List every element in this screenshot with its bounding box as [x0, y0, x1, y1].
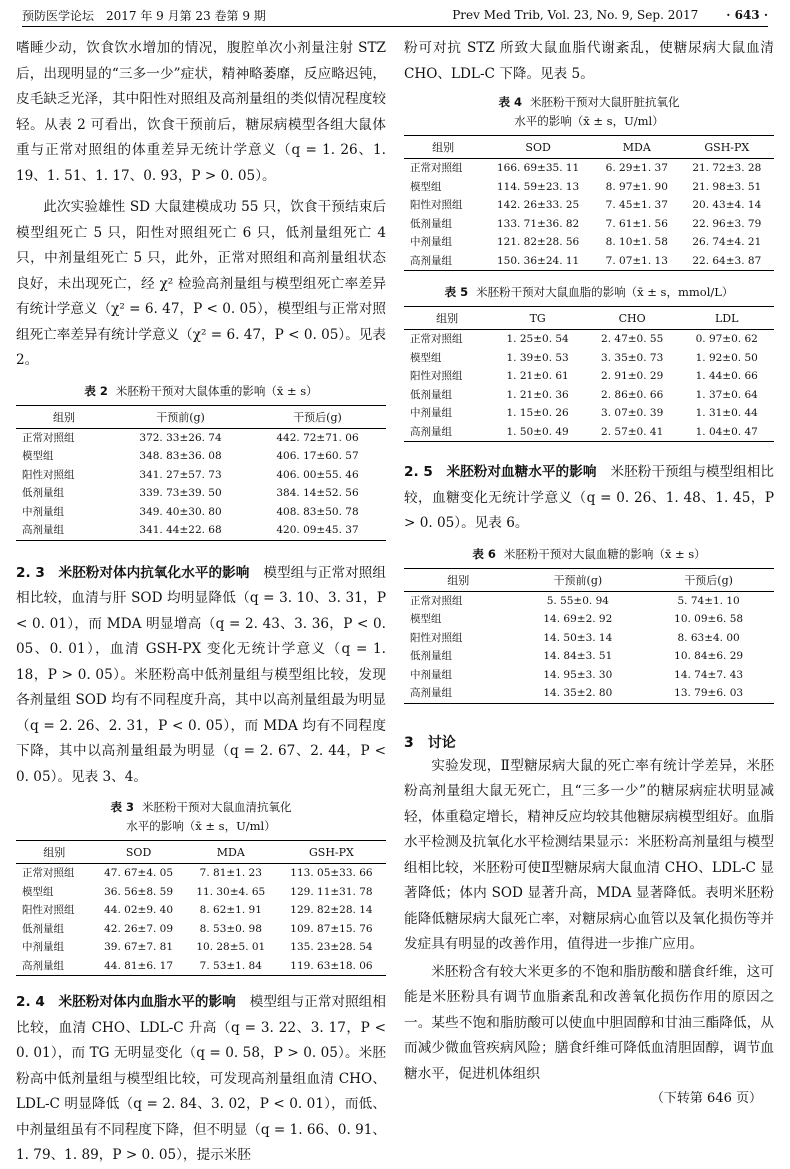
journal-issue-en: Prev Med Trib, Vol. 23, No. 9, Sep. 2017: [452, 8, 699, 22]
discussion-paragraph: 米胚粉含有较大米更多的不饱和脂肪酸和膳食纤维，这可能是米胚粉具有调节血脂紊乱和改善氧化损伤作用的原因之一。某些不饱和脂肪酸可以使血中胆固醇和甘油三酯降低，从而减少微血管疾病风险；膳食纤维可降低血清胆固醇，调节血糖水平，促进机体组织: [404, 963, 774, 1082]
table-row: 高剂量组 1. 50±0. 49 2. 57±0. 41 1. 04±0. 47: [404, 423, 774, 442]
table-row: 低剂量组 339. 73±39. 50 384. 14±52. 56: [22, 487, 359, 499]
table-header-row: 组别 干预前(g) 干预后(g): [16, 405, 386, 428]
running-header: [22, 4, 768, 27]
table-caption: 表 4 米胚粉干预对大鼠肝脏抗氧化 水平的影响（x̄ ± s，U/ml）: [498, 95, 680, 128]
table-row: 阳性对照组 44. 02±9. 40 8. 62±1. 91 129. 82±28. 14: [22, 904, 373, 916]
left-column: [16, 36, 386, 1169]
paragraph-body: 粉可对抗 STZ 所致大鼠血脂代谢紊乱，使糖尿病大鼠血清 CHO、LDL-C 下降。见表 5。: [404, 40, 774, 82]
table-header-row: 组别 干预前(g) 干预后(g): [404, 568, 774, 591]
table-6: [404, 545, 774, 704]
paragraph-body: 此次实验雄性 SD 大鼠建模成功 55 只，饮食干预结束后模型组死亡 5 只，阳性对照组死亡 6 只，低剂量组死亡 4 只，中剂量组死亡 5 只，此外，正常对照组和高剂量组状态良好，未出现死亡，经 χ² 检验高剂量组与模型组死亡率差异有统计学意义（χ² = 6. 47，P < 0. 05），模型组与正常对照组死亡率差异有统计学意义（χ² = 6. 47，P < 0. 05）。见表 2。: [16, 199, 386, 368]
table-caption: 表 3 米胚粉干预对大鼠血清抗氧化 水平的影响（x̄ ± s，U/ml）: [110, 800, 292, 833]
table-row: 阳性对照组 14. 50±3. 14 8. 63±4. 00: [410, 631, 740, 644]
table-4-grid: [404, 135, 774, 271]
discussion-paragraph: 实验发现，Ⅱ型糖尿病大鼠的死亡率有统计学差异，米胚粉高剂量组大鼠无死亡，且“三多一少”的糖尿病症状明显减轻，体重稳定增长，精神反应均较其他糖尿病模型组好。血脂水平检测及抗氧化水平检测结果显示：米胚粉高剂量组与模型组相比较，米胚粉可使Ⅱ型糖尿病大鼠血清 CHO、LDL-C 显著降低；体内 SOD 显著升高，MDA 显著降低。表明米胚粉能降低糖尿病大鼠死亡率，对糖尿病心血管以及氧化损伤等并发症具有明显的改善作用，值得进一步推广应用。: [404, 757, 774, 952]
continued-note: （下转第 646 页）: [650, 1091, 762, 1106]
section-2-3: 2. 3 米胚粉对体内抗氧化水平的影响 模型组与正常对照组相比较，血清与肝 SOD 均明显降低（q = 3. 10、3. 31，P < 0. 01），而 MDA 明显增高（q = 2. 43、3. 36，P < 0. 05、0. 01），血清 GSH-PX 变化无统计学意义（q = 1. 18，P > 0. 05）。米胚粉高中低剂量组与模型组比较，发现各剂量组 SOD 均有不同程度升高，其中以高剂量组最为明显（q = 2. 26、2. 31，P < 0. 05），而 MDA 均有不同程度下降，其中以高剂量组最为明显（q = 2. 67、2. 44，P < 0. 05）。见表 3、4。: [16, 564, 386, 785]
table-row: 高剂量组 14. 35±2. 80 13. 79±6. 03: [404, 684, 774, 703]
section-2-5: 2. 5 米胚粉对血糖水平的影响 米胚粉干预组与模型组相比较，血糖变化无统计学意义（q = 0. 26、1. 48、1. 45，P > 0. 05）。见表 6。: [404, 464, 774, 531]
table-row: 中剂量组 121. 82±28. 56 8. 10±1. 58 26. 74±4. 21: [410, 236, 762, 248]
table-row: 高剂量组 150. 36±24. 11 7. 07±1. 13 22. 64±3. 87: [404, 252, 774, 271]
table-5-grid: [404, 306, 774, 442]
table-caption: 表 2 米胚粉干预对大鼠体重的影响（x̄ ± s）: [84, 383, 318, 398]
table-row: 正常对照组 1. 25±0. 54 2. 47±0. 55 0. 97±0. 62: [410, 333, 758, 345]
right-column: [404, 36, 774, 1106]
table-4: [404, 93, 774, 271]
table-row: 模型组 14. 69±2. 92 10. 09±6. 58: [410, 613, 744, 625]
table-3: [16, 798, 386, 976]
table-row: 阳性对照组 142. 26±33. 25 7. 45±1. 37 20. 43±4. 14: [410, 199, 762, 211]
table-header-row: 组别 SOD MDA GSH-PX: [16, 841, 386, 864]
table-2-grid: [16, 405, 386, 541]
table-row: 模型组 348. 83±36. 08 406. 17±60. 57: [22, 450, 359, 462]
section-3-heading: 3 讨论: [404, 734, 456, 751]
table-caption: 表 6 米胚粉干预对大鼠血糖的影响（x̄ ± s）: [472, 546, 706, 561]
journal-issue-cn: 预防医学论坛 2017 年 9 月第 23 卷第 9 期: [22, 8, 266, 23]
table-3-grid: [16, 840, 386, 976]
table-header-row: 组别 SOD MDA GSH-PX: [404, 136, 774, 159]
table-row: 高剂量组 341. 44±22. 68 420. 09±45. 37: [16, 521, 386, 540]
table-2: [16, 382, 386, 541]
page-number: · 643 ·: [726, 8, 768, 22]
table-row: 低剂量组 14. 84±3. 51 10. 84±6. 29: [410, 650, 744, 662]
table-row: 正常对照组 372. 33±26. 74 442. 72±71. 06: [22, 431, 359, 444]
table-row: 模型组 36. 56±8. 59 11. 30±4. 65 129. 11±31. 78: [22, 885, 373, 898]
table-row: 阳性对照组 341. 27±57. 73 406. 00±55. 46: [22, 468, 359, 481]
table-row: 中剂量组 39. 67±7. 81 10. 28±5. 01 135. 23±28. 54: [22, 941, 373, 953]
table-6-grid: [404, 568, 774, 704]
table-row: 低剂量组 1. 21±0. 36 2. 86±0. 66 1. 37±0. 64: [410, 388, 758, 401]
table-row: 低剂量组 133. 71±36. 82 7. 61±1. 56 22. 96±3. 79: [410, 217, 762, 230]
table-header-row: 组别 TG CHO LDL: [404, 307, 774, 330]
section-2-4: 2. 4 米胚粉对体内血脂水平的影响 模型组与正常对照组相比较，血清 CHO、LDL-C 升高（q = 3. 22、3. 17，P < 0. 01），而 TG 无明显变化（q = 0. 58，P > 0. 05）。米胚粉高中低剂量组与模型组比较，可发现高剂量组血清 CHO、LDL-C 明显降低（q = 2. 84、3. 02，P < 0. 01），而低、中剂量组虽有不同程度下降，但不明显（q = 1. 66、0. 91、1. 79、1. 89，P > 0. 05），提示米胚: [16, 994, 386, 1163]
table-row: 正常对照组 166. 69±35. 11 6. 29±1. 37 21. 72±3. 28: [410, 162, 762, 174]
table-row: 正常对照组 5. 55±0. 94 5. 74±1. 10: [410, 594, 740, 607]
table-row: 阳性对照组 1. 21±0. 61 2. 91±0. 29 1. 44±0. 66: [410, 370, 758, 382]
table-row: 中剂量组 1. 15±0. 26 3. 07±0. 39 1. 31±0. 44: [410, 407, 758, 419]
table-row: 高剂量组 44. 81±6. 17 7. 53±1. 84 119. 63±18. 06: [16, 957, 386, 976]
table-row: 正常对照组 47. 67±4. 05 7. 81±1. 23 113. 05±33. 66: [22, 867, 373, 879]
table-row: 模型组 114. 59±23. 13 8. 97±1. 90 21. 98±3. 51: [410, 180, 762, 193]
table-row: 低剂量组 42. 26±7. 09 8. 53±0. 98 109. 87±15. 76: [22, 922, 373, 935]
paragraph-body: 嗜睡少动，饮食饮水增加的情况，腹腔单次小剂量注射 STZ 后，出现明显的“三多一少”症状，精神略萎靡，反应略迟钝，皮毛缺乏光泽，其中阳性对照组及高剂量组的类似情况程度较轻。从表 2 可看出，饮食干预前后，糖尿病模型各组大鼠体重与正常对照组的体重差异无统计学意义（q = 1. 26、1. 19、1. 51、1. 17、0. 93，P > 0. 05）。: [16, 40, 386, 184]
table-5: [404, 283, 774, 442]
table-row: 模型组 1. 39±0. 53 3. 35±0. 73 1. 92±0. 50: [410, 351, 758, 364]
table-caption: 表 5 米胚粉干预对大鼠血脂的影响（x̄ ± s，mmol/L）: [444, 285, 734, 299]
table-row: 中剂量组 14. 95±3. 30 14. 74±7. 43: [410, 668, 744, 681]
table-row: 中剂量组 349. 40±30. 80 408. 83±50. 78: [22, 505, 359, 518]
